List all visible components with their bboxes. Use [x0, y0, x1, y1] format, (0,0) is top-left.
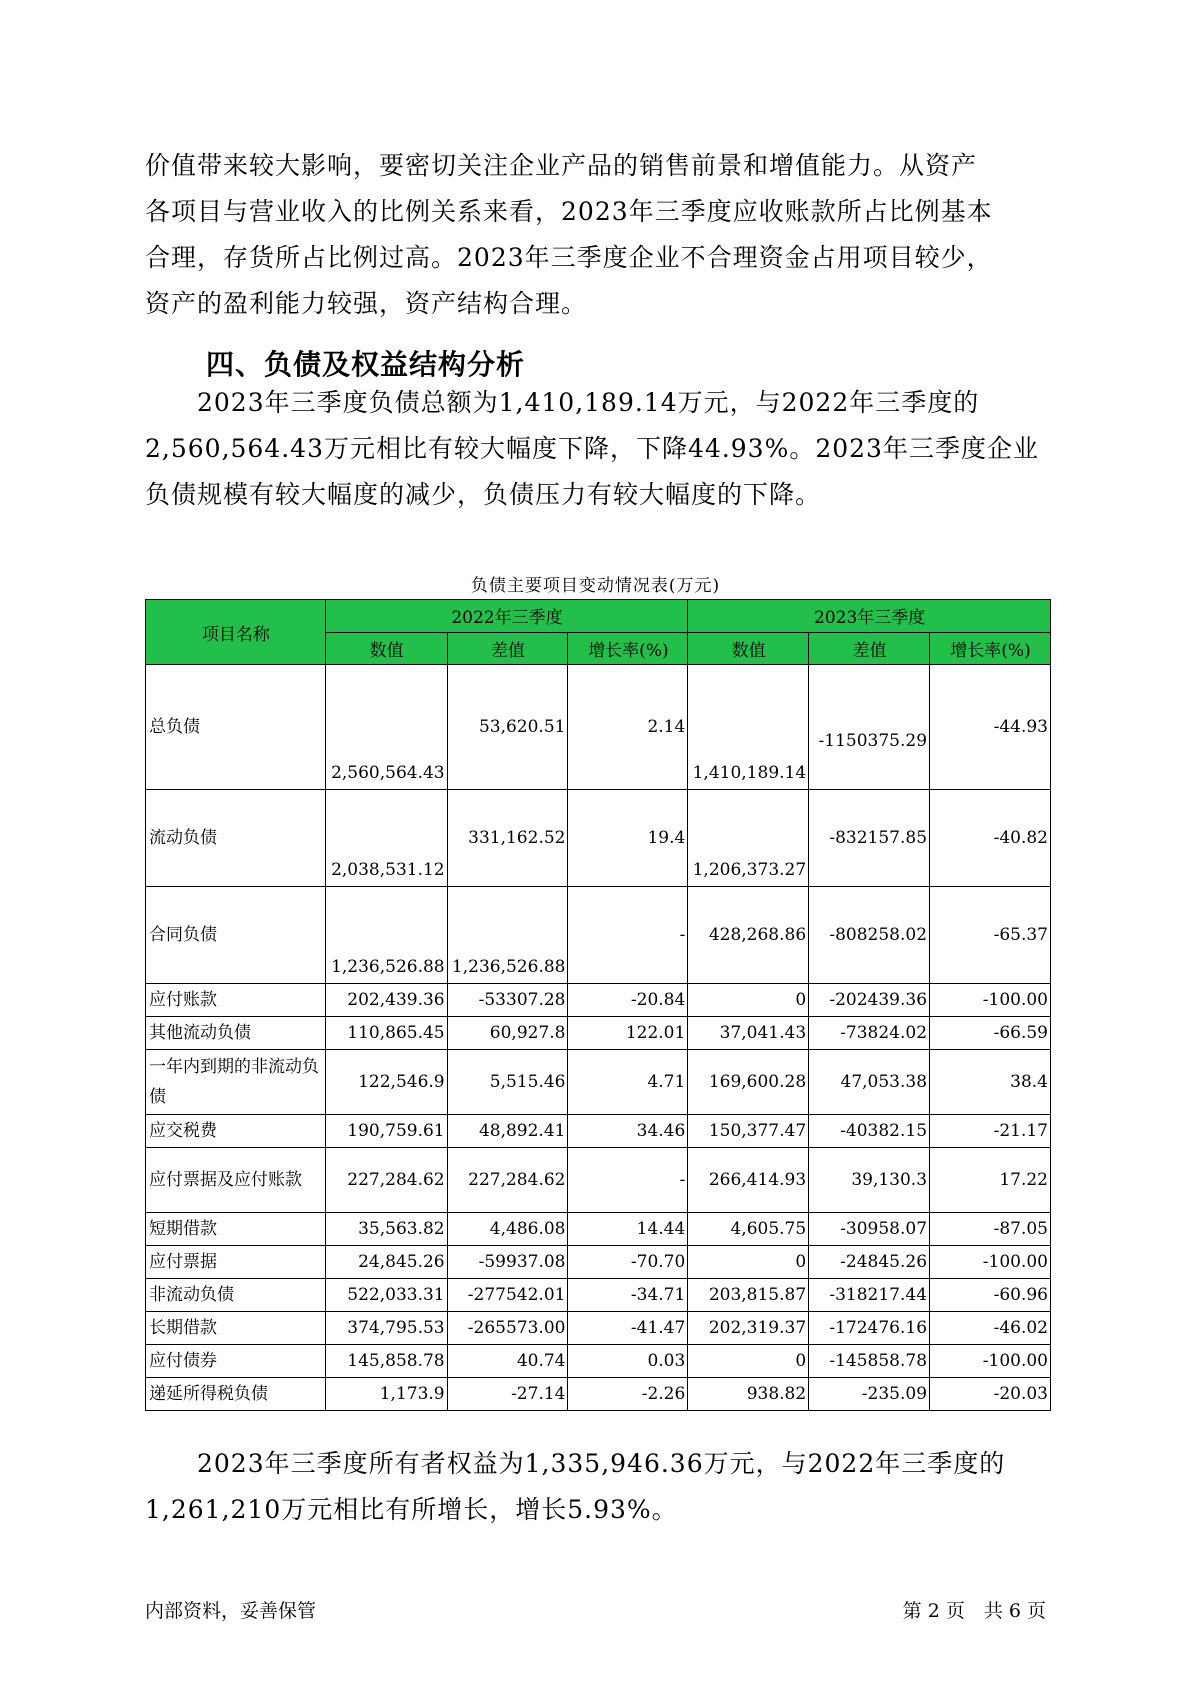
table-row [146, 1279, 1051, 1312]
cell-rate: -60.96 [930, 1279, 1051, 1312]
cell-value: 145,858.78 [325, 1345, 447, 1378]
cell-diff: 331,162.52 [447, 790, 568, 887]
paragraph-asset-analysis [145, 143, 1050, 327]
cell-diff: -318217.44 [809, 1279, 930, 1312]
table-row [146, 1312, 1051, 1345]
cell-rate: -34.71 [568, 1279, 688, 1312]
row-label: 总负债 [146, 665, 326, 790]
cell-rate: 2.14 [568, 665, 688, 790]
cell-rate: -20.84 [568, 984, 688, 1017]
row-label: 非流动负债 [146, 1279, 326, 1312]
paragraph-liabilities [145, 380, 1050, 518]
cell-diff: 47,053.38 [809, 1050, 930, 1115]
text-line: 2023年三季度所有者权益为1,335,946.36万元，与2022年三季度的 [145, 1449, 1006, 1478]
row-label: 应交税费 [146, 1115, 326, 1148]
cell-value: 202,439.36 [325, 984, 447, 1017]
table-row [146, 1050, 1051, 1115]
header-growth-rate: 增长率(%) [930, 632, 1051, 665]
cell-diff: 227,284.62 [447, 1148, 568, 1213]
header-period-2023: 2023年三季度 [688, 600, 1051, 633]
table-row [146, 1345, 1051, 1378]
cell-rate: 14.44 [568, 1213, 688, 1246]
cell-rate: 34.46 [568, 1115, 688, 1148]
header-item-name: 项目名称 [146, 600, 326, 665]
table-row [146, 1017, 1051, 1050]
header-value: 数值 [325, 632, 447, 665]
text-line: 1,261,210万元相比有所增长，增长5.93%。 [145, 1495, 678, 1524]
table-row [146, 984, 1051, 1017]
cell-diff: -235.09 [809, 1378, 930, 1411]
row-label: 一年内到期的非流动负债 [146, 1050, 326, 1115]
cell-diff: -202439.36 [809, 984, 930, 1017]
cell-value: 0 [688, 1345, 809, 1378]
row-label: 应付票据及应付账款 [146, 1148, 326, 1213]
cell-rate: 4.71 [568, 1050, 688, 1115]
table-row [146, 1148, 1051, 1213]
table-row [146, 790, 1051, 887]
row-label: 递延所得税负债 [146, 1378, 326, 1411]
cell-diff: -832157.85 [809, 790, 930, 887]
table-row [146, 1213, 1051, 1246]
table-caption: 负债主要项目变动情况表(万元) [470, 576, 721, 596]
cell-rate: -41.47 [568, 1312, 688, 1345]
row-label: 短期借款 [146, 1213, 326, 1246]
cell-rate: -21.17 [930, 1115, 1051, 1148]
paragraph-equity [145, 1441, 1050, 1533]
text-line: 价值带来较大影响，要密切关注企业产品的销售前景和增值能力。从资产 [145, 151, 978, 180]
cell-diff: 48,892.41 [447, 1115, 568, 1148]
cell-rate: -20.03 [930, 1378, 1051, 1411]
cell-diff: -808258.02 [809, 887, 930, 984]
text-line: 负债规模有较大幅度的减少，负债压力有较大幅度的下降。 [145, 480, 822, 509]
header-diff: 差值 [809, 632, 930, 665]
cell-value: 2,038,531.12 [325, 790, 447, 887]
cell-diff: 5,515.46 [447, 1050, 568, 1115]
cell-value: 522,033.31 [325, 1279, 447, 1312]
footer-confidential-note: 内部资料，妥善保管 [145, 1600, 317, 1622]
table-row [146, 1378, 1051, 1411]
cell-diff: -59937.08 [447, 1246, 568, 1279]
section-heading: 四、负债及权益结构分析 [206, 348, 526, 381]
table-row [146, 665, 1051, 790]
cell-value: 37,041.43 [688, 1017, 809, 1050]
cell-value: 202,319.37 [688, 1312, 809, 1345]
header-value: 数值 [688, 632, 809, 665]
cell-rate: - [568, 1148, 688, 1213]
cell-rate: -40.82 [930, 790, 1051, 887]
cell-rate: 17.22 [930, 1148, 1051, 1213]
cell-diff: -277542.01 [447, 1279, 568, 1312]
liabilities-table [145, 599, 1051, 1411]
cell-rate: -66.59 [930, 1017, 1051, 1050]
cell-value: 203,815.87 [688, 1279, 809, 1312]
table-row [146, 887, 1051, 984]
text-line: 2023年三季度负债总额为1,410,189.14万元，与2022年三季度的 [145, 388, 980, 417]
cell-diff: -1150375.29 [809, 665, 930, 790]
cell-value: 35,563.82 [325, 1213, 447, 1246]
cell-rate: -65.37 [930, 887, 1051, 984]
cell-value: 1,236,526.88 [325, 887, 447, 984]
cell-rate: -100.00 [930, 1345, 1051, 1378]
cell-rate: -2.26 [568, 1378, 688, 1411]
cell-diff: -172476.16 [809, 1312, 930, 1345]
cell-value: 0 [688, 984, 809, 1017]
text-line: 合理，存货所占比例过高。2023年三季度企业不合理资金占用项目较少， [145, 243, 993, 272]
row-label: 长期借款 [146, 1312, 326, 1345]
header-diff: 差值 [447, 632, 568, 665]
row-label: 流动负债 [146, 790, 326, 887]
cell-value: 0 [688, 1246, 809, 1279]
cell-rate: 19.4 [568, 790, 688, 887]
cell-value: 122,546.9 [325, 1050, 447, 1115]
cell-value: 374,795.53 [325, 1312, 447, 1345]
row-label: 应付债券 [146, 1345, 326, 1378]
row-label: 应付账款 [146, 984, 326, 1017]
cell-diff: -27.14 [447, 1378, 568, 1411]
cell-rate: -70.70 [568, 1246, 688, 1279]
cell-value: 1,173.9 [325, 1378, 447, 1411]
header-growth-rate: 增长率(%) [568, 632, 688, 665]
cell-value: 1,410,189.14 [688, 665, 809, 790]
cell-rate: -100.00 [930, 1246, 1051, 1279]
cell-value: 428,268.86 [688, 887, 809, 984]
cell-diff: -53307.28 [447, 984, 568, 1017]
cell-diff: -40382.15 [809, 1115, 930, 1148]
cell-value: 2,560,564.43 [325, 665, 447, 790]
row-label: 合同负债 [146, 887, 326, 984]
cell-rate: 38.4 [930, 1050, 1051, 1115]
cell-diff: -265573.00 [447, 1312, 568, 1345]
cell-value: 1,206,373.27 [688, 790, 809, 887]
table-row [146, 1115, 1051, 1148]
text-line: 资产的盈利能力较强，资产结构合理。 [145, 289, 588, 318]
row-label: 其他流动负债 [146, 1017, 326, 1050]
text-line: 各项目与营业收入的比例关系来看，2023年三季度应收账款所占比例基本 [145, 197, 993, 226]
table-row [146, 1246, 1051, 1279]
row-label: 应付票据 [146, 1246, 326, 1279]
cell-value: 110,865.45 [325, 1017, 447, 1050]
cell-value: 938.82 [688, 1378, 809, 1411]
cell-diff: -30958.07 [809, 1213, 930, 1246]
cell-rate: 0.03 [568, 1345, 688, 1378]
cell-diff: 40.74 [447, 1345, 568, 1378]
cell-diff: 1,236,526.88 [447, 887, 568, 984]
footer-page-number: 第 2 页 共 6 页 [902, 1600, 1046, 1622]
text-line: 2,560,564.43万元相比有较大幅度下降，下降44.93%。2023年三季度企业 [145, 434, 1039, 463]
cell-value: 169,600.28 [688, 1050, 809, 1115]
cell-value: 4,605.75 [688, 1213, 809, 1246]
cell-rate: -44.93 [930, 665, 1051, 790]
cell-diff: -73824.02 [809, 1017, 930, 1050]
cell-value: 190,759.61 [325, 1115, 447, 1148]
cell-rate: - [568, 887, 688, 984]
cell-value: 150,377.47 [688, 1115, 809, 1148]
cell-diff: 53,620.51 [447, 665, 568, 790]
cell-rate: -87.05 [930, 1213, 1051, 1246]
cell-rate: -100.00 [930, 984, 1051, 1017]
header-period-2022: 2022年三季度 [325, 600, 688, 633]
cell-value: 266,414.93 [688, 1148, 809, 1213]
cell-diff: -24845.26 [809, 1246, 930, 1279]
cell-diff: -145858.78 [809, 1345, 930, 1378]
cell-value: 227,284.62 [325, 1148, 447, 1213]
cell-diff: 4,486.08 [447, 1213, 568, 1246]
cell-value: 24,845.26 [325, 1246, 447, 1279]
cell-rate: -46.02 [930, 1312, 1051, 1345]
cell-rate: 122.01 [568, 1017, 688, 1050]
cell-diff: 60,927.8 [447, 1017, 568, 1050]
cell-diff: 39,130.3 [809, 1148, 930, 1213]
